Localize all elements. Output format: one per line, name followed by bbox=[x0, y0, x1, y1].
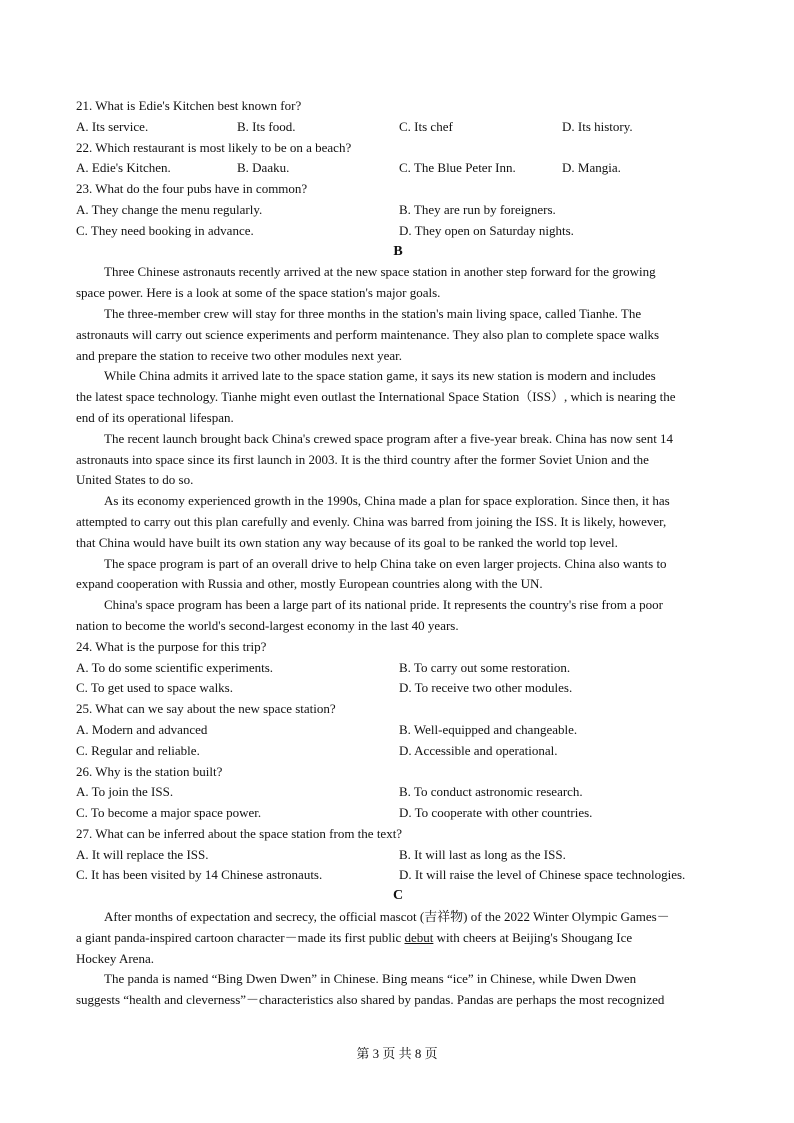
question-26-stem: 26. Why is the station built? bbox=[76, 763, 223, 779]
question-22-stem: 22. Which restaurant is most likely to be on a beach? bbox=[76, 139, 352, 155]
question-24-options-row2 bbox=[76, 678, 720, 699]
question-21-options bbox=[76, 117, 720, 138]
q23-option-b[interactable]: B. They are run by foreigners. bbox=[399, 201, 556, 217]
q27-option-a[interactable]: A. It will replace the ISS. bbox=[76, 846, 209, 862]
q22-option-d[interactable]: D. Mangia. bbox=[562, 160, 621, 176]
section-c-p2-line2: suggests “health and cleverness”－characteristics also shared by pandas. Pandas are perhaps the most recognized bbox=[76, 992, 665, 1008]
q26-option-d[interactable]: D. To cooperate with other countries. bbox=[399, 805, 593, 821]
q23-option-c[interactable]: C. They need booking in advance. bbox=[76, 222, 254, 238]
q23-option-d[interactable]: D. They open on Saturday nights. bbox=[399, 222, 574, 238]
question-25-options-row1 bbox=[76, 720, 720, 741]
section-b-p6-line1: The space program is part of an overall drive to help China take on even larger projects. China also wants to bbox=[104, 555, 667, 571]
question-27-options-row1 bbox=[76, 845, 720, 866]
section-c-heading: C bbox=[392, 888, 404, 904]
q22-option-b[interactable]: B. Daaku. bbox=[237, 160, 290, 176]
section-b-p2-line3: and prepare the station to receive two other modules next year. bbox=[76, 347, 402, 363]
q24-option-d[interactable]: D. To receive two other modules. bbox=[399, 680, 573, 696]
question-24-stem: 24. What is the purpose for this trip? bbox=[76, 638, 267, 654]
q21-option-c[interactable]: C. Its chef bbox=[399, 118, 453, 134]
section-b-p3-line2: the latest space technology. Tianhe might even outlast the International Space Station（ISS）, which is nearing the bbox=[76, 389, 676, 405]
debut-underlined-word: debut bbox=[404, 929, 434, 945]
section-b-p4-line1: The recent launch brought back China's crewed space program after a five-year break. China has now sent 14 bbox=[104, 430, 674, 446]
q22-option-a[interactable]: A. Edie's Kitchen. bbox=[76, 160, 171, 176]
question-23-options-row2 bbox=[76, 221, 720, 242]
question-27-options-row2 bbox=[76, 865, 720, 886]
q21-option-b[interactable]: B. Its food. bbox=[237, 118, 296, 134]
q21-option-d[interactable]: D. Its history. bbox=[562, 118, 633, 134]
question-24-options-row1 bbox=[76, 658, 720, 679]
section-c-p1-line3: Hockey Arena. bbox=[76, 950, 154, 966]
section-b-p2-line2: astronauts will carry out science experiments and perform maintenance. They also plan to complete space walks bbox=[76, 326, 660, 342]
q24-option-b[interactable]: B. To carry out some restoration. bbox=[399, 659, 571, 675]
section-b-p2-line1: The three-member crew will stay for three months in the station's main living space, called Tianhe. The bbox=[104, 305, 642, 321]
question-25-options-row2 bbox=[76, 741, 720, 762]
question-27-stem: 27. What can be inferred about the space station from the text? bbox=[76, 825, 403, 841]
section-b-p4-line2: astronauts into space since its first launch in 2003. It is the third country after the former Soviet Union and the bbox=[76, 451, 649, 467]
question-25-stem: 25. What can we say about the new space station? bbox=[76, 701, 336, 717]
q26-option-b[interactable]: B. To conduct astronomic research. bbox=[399, 784, 583, 800]
section-b-p3-line3: end of its operational lifespan. bbox=[76, 409, 234, 425]
section-b-heading: B bbox=[393, 243, 403, 259]
q25-option-d[interactable]: D. Accessible and operational. bbox=[399, 742, 558, 758]
section-c-p2-line1: The panda is named “Bing Dwen Dwen” in Chinese. Bing means “ice” in Chinese, while Dwen Dwen bbox=[104, 971, 637, 987]
section-b-p5-line3: that China would have built its own station any way because of its goal to be ranked the world top level. bbox=[76, 534, 618, 550]
q26-option-a[interactable]: A. To join the ISS. bbox=[76, 784, 174, 800]
section-b-p4-line3: United States to do so. bbox=[76, 472, 194, 488]
section-b-p7-line1: China's space program has been a large part of its national pride. It represents the country's rise from a poor bbox=[104, 597, 663, 613]
question-22-options bbox=[76, 158, 720, 179]
q23-option-a[interactable]: A. They change the menu regularly. bbox=[76, 201, 263, 217]
q27-option-c[interactable]: C. It has been visited by 14 Chinese astronauts. bbox=[76, 867, 323, 883]
section-b-p5-line1: As its economy experienced growth in the 1990s, China made a plan for space exploration. Since then, it has bbox=[104, 493, 670, 509]
question-26-options-row1 bbox=[76, 782, 720, 803]
page-footer: 第 3 页 共 8 页 bbox=[356, 1046, 438, 1061]
q21-option-a[interactable]: A. Its service. bbox=[76, 118, 149, 134]
q25-option-a[interactable]: A. Modern and advanced bbox=[76, 721, 208, 737]
question-21-stem: 21. What is Edie's Kitchen best known for? bbox=[76, 98, 302, 113]
section-c-p1-line1: After months of expectation and secrecy, the official mascot (吉祥物) of the 2022 Winter Olympic Games－ bbox=[104, 909, 670, 925]
section-c-p1-line2-post: with cheers at Beijing's Shougang Ice bbox=[433, 929, 633, 945]
question-23-options-row1 bbox=[76, 200, 720, 221]
section-b-p1-line1: Three Chinese astronauts recently arrived at the new space station in another step forward for the growing bbox=[104, 264, 656, 280]
q22-option-c[interactable]: C. The Blue Peter Inn. bbox=[399, 160, 516, 176]
section-c-p1-line2 bbox=[76, 928, 720, 949]
q25-option-b[interactable]: B. Well-equipped and changeable. bbox=[399, 721, 578, 737]
question-26-options-row2 bbox=[76, 803, 720, 824]
section-b-p3-line1: While China admits it arrived late to the space station game, it says its new station is modern and includes bbox=[104, 368, 656, 384]
q26-option-c[interactable]: C. To become a major space power. bbox=[76, 805, 262, 821]
q24-option-a[interactable]: A. To do some scientific experiments. bbox=[76, 659, 274, 675]
section-c-p1-line2-pre: a giant panda-inspired cartoon character－made its first public bbox=[76, 929, 405, 945]
section-b-p7-line2: nation to become the world's second-largest economy in the last 40 years. bbox=[76, 617, 459, 633]
q25-option-c[interactable]: C. Regular and reliable. bbox=[76, 742, 200, 758]
q27-option-b[interactable]: B. It will last as long as the ISS. bbox=[399, 846, 566, 862]
section-b-p1-line2: space power. Here is a look at some of the space station's major goals. bbox=[76, 285, 441, 301]
q27-option-d[interactable]: D. It will raise the level of Chinese space technologies. bbox=[399, 867, 686, 883]
section-b-p5-line2: attempted to carry out this plan carefully and evenly. China was barred from joining the ISS. It is likely, however, bbox=[76, 513, 667, 529]
question-23-stem: 23. What do the four pubs have in common? bbox=[76, 181, 308, 197]
section-b-p6-line2: expand cooperation with Russia and other, mostly European countries along with the UN. bbox=[76, 576, 543, 592]
q24-option-c[interactable]: C. To get used to space walks. bbox=[76, 680, 233, 696]
exam-page bbox=[76, 96, 720, 1011]
